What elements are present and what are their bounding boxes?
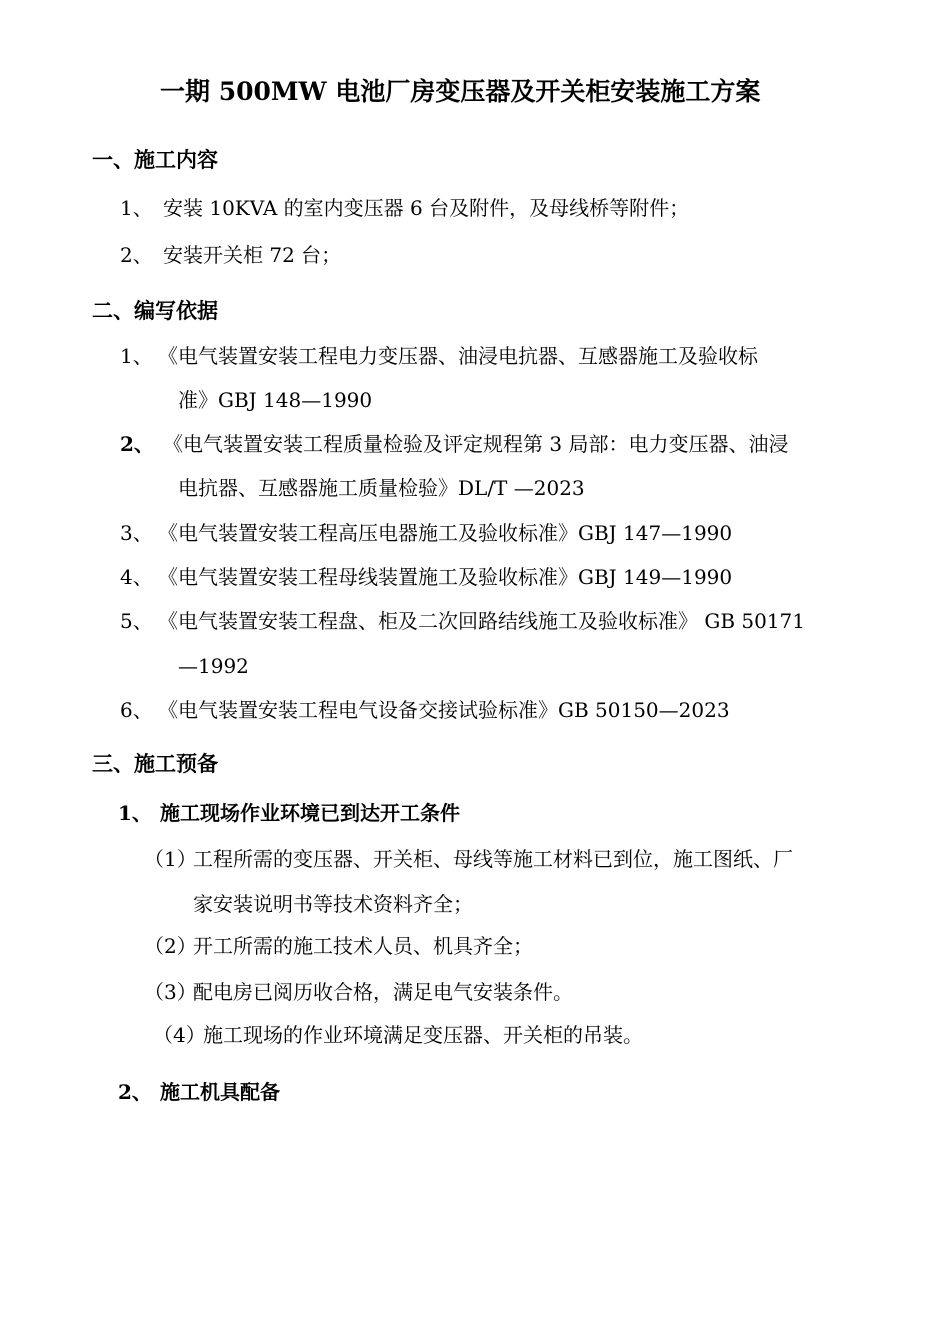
list-item-number: （3） bbox=[144, 980, 197, 1004]
list-item-text: 《电气装置安装工程质量检验及评定规程第 3 局部：电力变压器、油浸 bbox=[163, 432, 789, 456]
list-item-text: 配电房已阅历收合格，满足电气安装条件。 bbox=[193, 980, 573, 1004]
list-item-text: 施工现场的作业环境满足变压器、开关柜的吊装。 bbox=[203, 1023, 643, 1047]
list-item-text: 安装 10KVA 的室内变压器 6 台及附件，及母线桥等附件； bbox=[163, 196, 690, 220]
subsection-number: 2、 bbox=[118, 1080, 152, 1104]
list-item-number: 1、 bbox=[120, 196, 153, 220]
subsection-heading: 施工现场作业环境已到达开工条件 bbox=[160, 801, 460, 825]
list-item-text: 《电气装置安装工程高压电器施工及验收标准》GBJ 147—1990 bbox=[158, 521, 733, 545]
list-item-text: 《电气装置安装工程电气设备交接试验标准》GB 50150—2023 bbox=[158, 698, 730, 722]
list-item-text-continued: —1992 bbox=[178, 654, 249, 678]
section-heading-content: 一、施工内容 bbox=[92, 147, 218, 172]
list-item-text: 开工所需的施工技术人员、机具齐全； bbox=[193, 934, 533, 958]
list-item-text: 《电气装置安装工程盘、柜及二次回路结线施工及验收标准》 GB 50171 bbox=[158, 609, 806, 633]
list-item-number: 4、 bbox=[120, 565, 153, 589]
list-item-number: 2、 bbox=[120, 243, 153, 267]
subsection-number: 1、 bbox=[118, 801, 152, 825]
list-item-text: 《电气装置安装工程母线装置施工及验收标准》GBJ 149—1990 bbox=[158, 565, 733, 589]
subsection-heading: 施工机具配备 bbox=[160, 1080, 280, 1104]
list-item-number: 6、 bbox=[120, 698, 153, 722]
section-heading-preparation: 三、施工预备 bbox=[92, 751, 218, 776]
section-heading-basis: 二、编写依据 bbox=[92, 298, 218, 323]
list-item-text-continued: 准》GBJ 148—1990 bbox=[178, 388, 373, 412]
list-item-text-continued: 电抗器、互感器施工质量检验》DL/T —2023 bbox=[178, 476, 585, 500]
list-item-text: 安装开关柜 72 台； bbox=[163, 243, 342, 267]
list-item-number: （4） bbox=[153, 1023, 206, 1047]
list-item-text-continued: 家安装说明书等技术资料齐全； bbox=[193, 892, 473, 916]
list-item-text: 《电气装置安装工程电力变压器、油浸电抗器、互感器施工及验收标 bbox=[158, 344, 758, 368]
list-item-number: （2） bbox=[144, 934, 197, 958]
list-item-text: 工程所需的变压器、开关柜、母线等施工材料已到位，施工图纸、厂 bbox=[193, 847, 793, 871]
list-item-number: （1） bbox=[144, 847, 197, 871]
list-item-number: 3、 bbox=[120, 521, 153, 545]
document-title: 一期 500MW 电池厂房变压器及开关柜安装施工方案 bbox=[160, 77, 761, 106]
list-item-number: 5、 bbox=[120, 609, 153, 633]
list-item-number: 1、 bbox=[120, 344, 153, 368]
list-item-number: 2、 bbox=[120, 432, 154, 456]
